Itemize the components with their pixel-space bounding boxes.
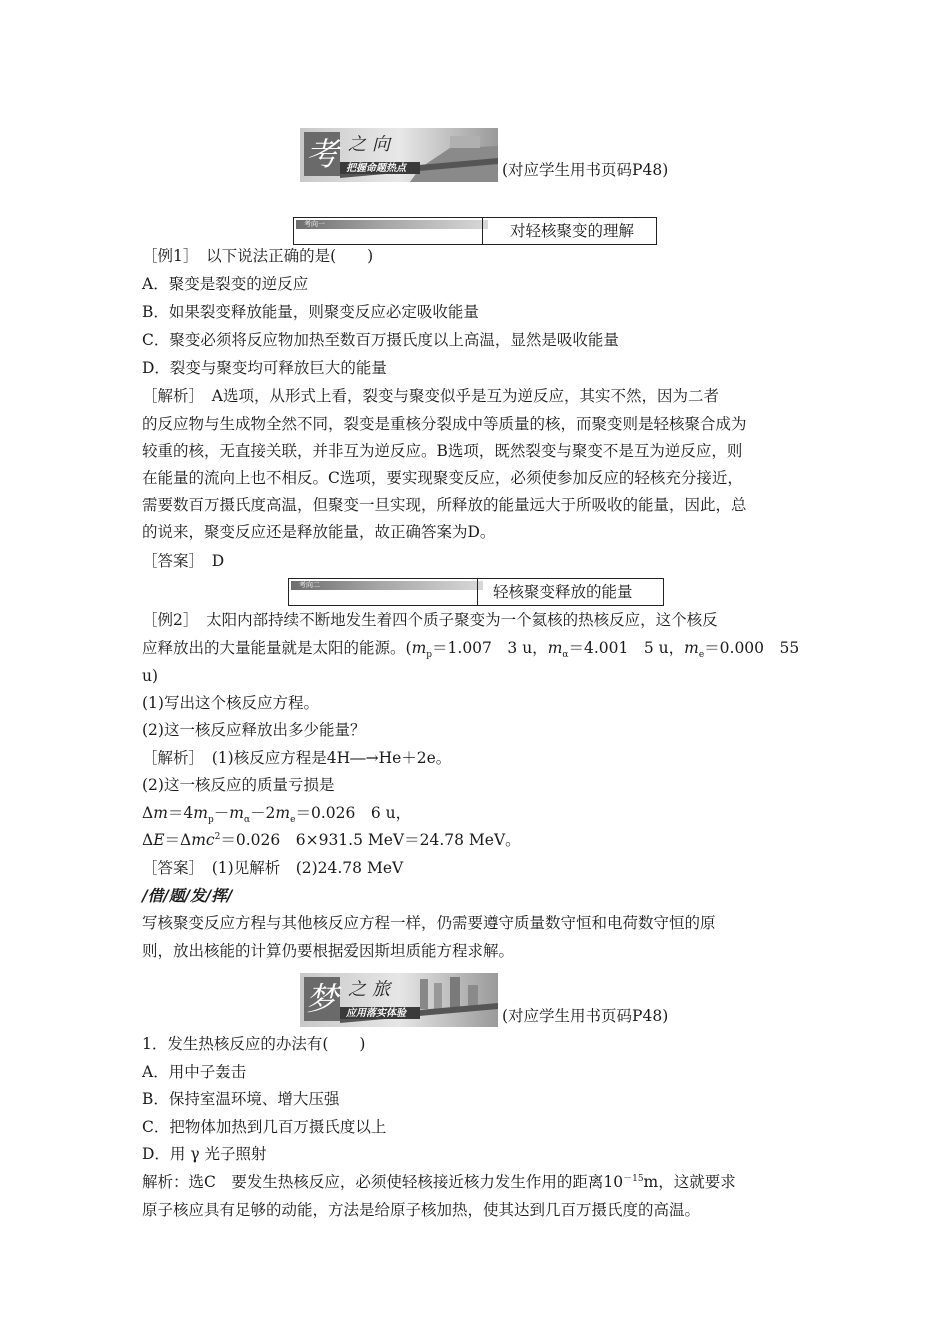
section-banner-kaozhixiang [300,128,498,182]
mass-defect-equation [142,803,412,826]
analysis-2-line2: (2)这一核反应的质量亏损是 [142,776,335,794]
topic-tag: 考向二 [291,581,483,590]
page-reference: (对应学生用书页码P48) [502,161,669,179]
subscript: p [207,815,214,826]
banner-subtitle: 应用落实体验 [346,1008,406,1019]
example2-stem-line3: u) [142,667,159,685]
eq-part: ＝0.026 6 u， [295,804,412,822]
symbol-e: E [153,831,165,849]
superscript: －15 [623,1173,644,1184]
eq-part: ＝4 [167,804,194,822]
divider [477,579,478,605]
example1-stem: ［例1］ 以下说法正确的是( ) [142,247,374,265]
eq-part: ＝Δ [164,831,192,849]
question-2: (2)这一核反应释放出多少能量？ [142,721,366,739]
subscript: e [290,815,296,826]
option-c: C．聚变必须将反应物加热至数百万摄氏度以上高温，显然是吸收能量 [142,331,619,349]
exercise1-stem: 1．发生热核反应的办法有( ) [142,1035,366,1053]
symbol-m: m [193,804,208,822]
eq-part: － [213,804,230,822]
symbol-m: m [275,804,291,822]
symbol-m: m [153,804,168,822]
option-a: A．用中子轰击 [142,1063,247,1081]
banner-subtitle: 把握命题热点 [346,163,406,174]
option-b: B．如果裂变释放能量，则聚变反应必定吸收能量 [142,303,479,321]
tips-line: 则，放出核能的计算仍要根据爱因斯坦质能方程求解。 [142,942,515,960]
mass-symbol: m [411,639,427,657]
subscript: α [562,650,569,661]
topic-box-1 [293,217,657,245]
delta: Δ [142,831,154,849]
mass-symbol: m [684,639,699,657]
banner-glyph: 考 [306,135,339,173]
option-c: C．把物体加热到几百万摄氏度以上 [142,1118,387,1136]
banner-title: 之旅 [348,979,396,1000]
divider [482,218,483,244]
eq-part: ＝0.026 6×931.5 MeV＝24.78 MeV。 [220,831,521,849]
subscript: e [698,650,705,661]
analysis-text: m，这就要求 [643,1173,736,1191]
analysis-line: 在能量的流向上也不相反。C选项，要实现聚变反应，必须使参加反应的轻核充分接近， [142,469,743,487]
analysis-text: 解析：选C 要发生热核反应，必须使轻核接近核力发生作用的距离10 [142,1173,624,1191]
mass-value: ＝0.000 55 [704,639,800,657]
tips-heading: /借/题/发/挥/ [142,886,233,905]
mass-value: ＝1.007 3 u， [432,639,548,657]
eq-part: －2 [250,804,276,822]
example2-stem-line2 [142,638,800,661]
topic-tag: 考向一 [296,220,488,229]
analysis-line: 的说来，聚变反应还是释放能量，故正确答案为D。 [142,523,496,541]
option-d: D．裂变与聚变均可释放巨大的能量 [142,359,387,377]
banner-glyph: 梦 [306,980,339,1018]
delta: Δ [142,804,154,822]
example2-stem: ［例2］ 太阳内部持续不断地发生着四个质子聚变为一个氦核的热核反应，这个核反 [142,611,718,629]
mass-value: ＝4.001 5 u， [568,639,685,657]
tips-line: 写核聚变反应方程与其他核反应方程一样，仍需要遵守质量数守恒和电荷数守恒的原 [142,914,716,932]
analysis-2-line1: ［解析］ (1)核反应方程是4H―→He＋2e。 [142,749,452,767]
stem-text: 应释放出的大量能量就是太阳的能源。( [142,639,412,657]
option-b: B．保持室温环境、增大压强 [142,1090,340,1108]
topic-title: 轻核聚变释放的能量 [493,583,633,601]
analysis-line: 需要数百万摄氏度高温，但聚变一旦实现，所释放的能量远大于所吸收的能量，因此，总 [142,496,747,514]
page-reference: (对应学生用书页码P48) [502,1007,669,1025]
analysis-line: ［解析］ A选项，从形式上看，裂变与聚变似乎是互为逆反应，其实不然，因为二者 [142,387,719,405]
question-1: (1)写出这个核反应方程。 [142,694,319,712]
analysis-line: 较重的核，无直接关联，并非互为逆反应。B选项，既然裂变与聚变不是互为逆反应，则 [142,442,743,460]
symbol-mc: mc [191,831,215,849]
energy-equation [142,830,521,850]
exercise1-analysis-line2: 原子核应具有足够的动能，方法是给原子核加热，使其达到几百万摄氏度的高温。 [142,1201,701,1219]
option-a: A．聚变是裂变的逆反应 [142,275,309,293]
analysis-line: 的反应物与生成物全然不同，裂变是重核分裂成中等质量的核，而聚变则是轻核聚合成为 [142,415,747,433]
option-d: D．用 γ 光子照射 [142,1145,267,1163]
topic-title: 对轻核聚变的理解 [510,222,635,240]
subscript: p [426,650,433,661]
answer-2: ［答案］ (1)见解析 (2)24.78 MeV [142,859,404,877]
exercise1-analysis [142,1172,736,1192]
section-banner-mengzhilv [300,973,498,1027]
mass-symbol: m [547,639,563,657]
symbol-m: m [229,804,244,822]
banner-title: 之向 [348,134,396,155]
topic-box-2 [288,578,664,606]
superscript: 2 [214,831,221,842]
subscript: α [243,815,251,826]
answer-1: ［答案］ D [142,552,225,570]
